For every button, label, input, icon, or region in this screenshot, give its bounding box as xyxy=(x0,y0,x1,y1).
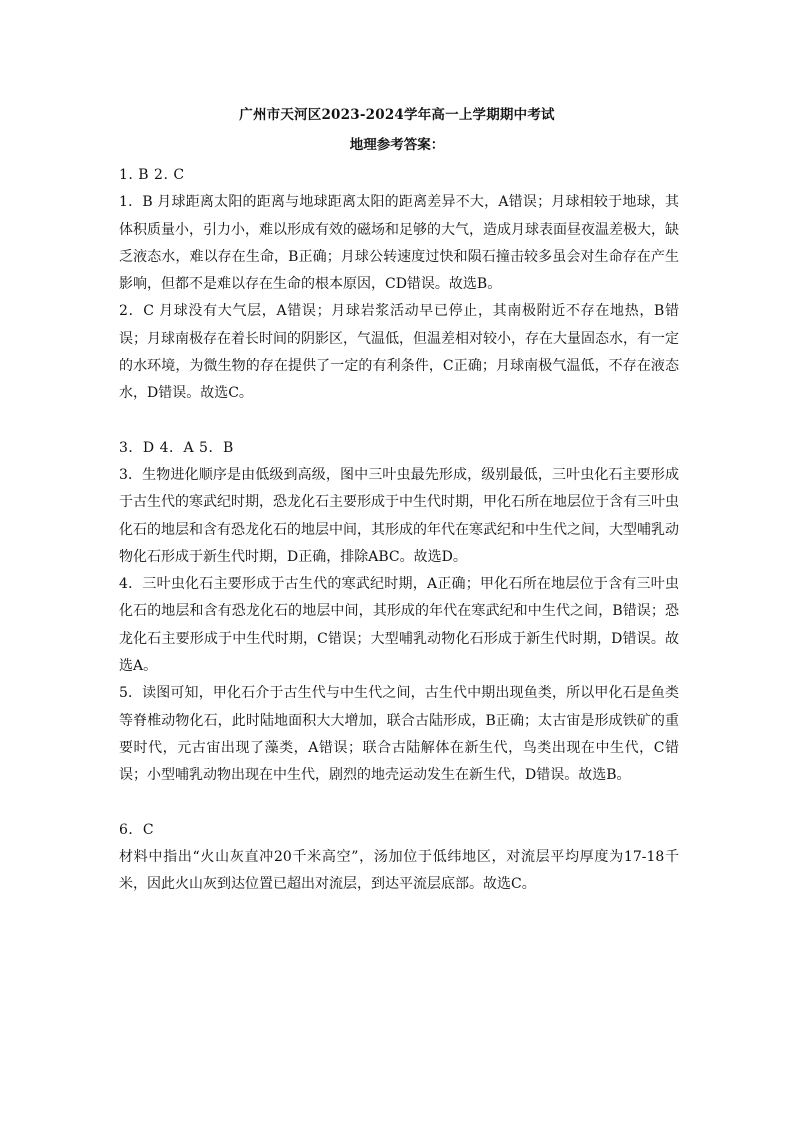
explanation-paragraph: 3．生物进化顺序是由低级到高级，图中三叶虫最先形成，级别最低，三叶虫化石主要形成于古生代的寒武纪时期，恐龙化石主要形成于中生代时期，甲化石所在地层位于含有三叶虫化石的地层和含有恐龙化石的地层中间，其形成的年代在寒武纪和中生代之间，大型哺乳动物化石形成于新生代时期，D正确，排除ABC。故选D。 xyxy=(119,466,679,565)
page-subtitle: 地理参考答案： xyxy=(349,137,445,153)
section-gap xyxy=(119,790,679,817)
answer-key-line: 6．C xyxy=(119,821,155,838)
answer-content xyxy=(119,162,679,898)
explanation-paragraph: 材料中指出“火山灰直冲20千米高空”，汤加位于低纬地区，对流层平均厚度为17-18千米，因此火山灰到达位置已超出对流层，到达平流层底部。故选C。 xyxy=(119,848,679,893)
explanation-paragraph: 4．三叶虫化石主要形成于古生代的寒武纪时期，A正确；甲化石所在地层位于含有三叶虫化石的地层和含有恐龙化石的地层中间，其形成的年代在寒武纪和中生代之间，B错误；恐龙化石主要形成于中生代时期，C错误；大型哺乳动物化石形成于新生代时期，D错误。故选A。 xyxy=(119,576,679,675)
answer-key-line: 3．D 4．A 5．B xyxy=(119,439,234,456)
page-title: 广州市天河区2023-2024学年高一上学期期中考试 xyxy=(239,107,555,123)
section-gap xyxy=(119,408,679,435)
explanation-paragraph: 1．B 月球距离太阳的距离与地球距离太阳的距离差异不大，A错误；月球相较于地球，其体积质量小，引力小，难以形成有效的磁场和足够的大气，造成月球表面昼夜温差极大，缺乏液态水，难以存在生命，B正确；月球公转速度过快和陨石撞击较多虽会对生命存在产生影响，但都不是难以存在生命的根本原因，CD错误。故选B。 xyxy=(119,194,679,293)
explanation-paragraph: 2．C 月球没有大气层，A错误；月球岩浆活动早已停止，其南极附近不存在地热，B错误；月球南极存在着长时间的阴影区，气温低，但温差相对较小，存在大量固态水，有一定的水环境，为微生物的存在提供了一定的有利条件，C正确；月球南极气温低，不存在液态水，D错误。故选C。 xyxy=(119,303,679,402)
explanation-paragraph: 5．读图可知，甲化石介于古生代与中生代之间，古生代中期出现鱼类，所以甲化石是鱼类等脊椎动物化石，此时陆地面积大大增加，联合古陆形成，B正确；太古宙是形成铁矿的重要时代，元古宙出现了藻类，A错误；联合古陆解体在新生代，鸟类出现在中生代，C错误；小型哺乳动物出现在中生代，剧烈的地壳运动发生在新生代，D错误。故选B。 xyxy=(119,685,679,784)
answer-key-line: 1. B 2. C xyxy=(119,167,185,183)
